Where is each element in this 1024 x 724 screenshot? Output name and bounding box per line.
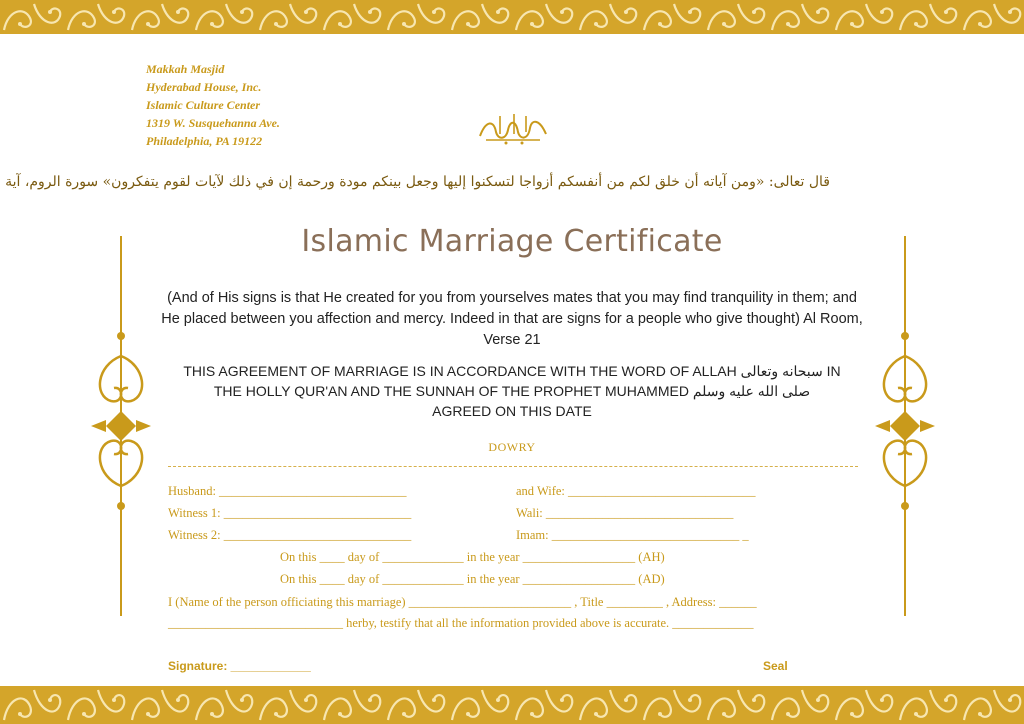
wife-field[interactable]: and Wife: ______________________________ [516,484,756,498]
address-line: Philadelphia, PA 19122 [146,134,263,148]
date-ad-field[interactable]: On this ____ day of _____________ in the year __________________ (AD) [280,572,665,586]
address-line: 1319 W. Susquehanna Ave. [146,116,280,130]
testify-line[interactable]: ____________________________ herby, testify that all the information provided above is accurate. _____________ [168,616,754,630]
verse-translation: (And of His signs is that He created for you from yourselves mates that you may find tranquility in them; and He placed between you affection and mercy. Indeed in that are signs for a people who give thought) Al Room, Verse 21 [161,290,863,348]
husband-field[interactable]: Husband: ______________________________ [168,484,407,498]
witness2-field[interactable]: Witness 2: ______________________________ [168,528,412,542]
agreement-line: THIS AGREEMENT OF MARRIAGE IS IN ACCORDANCE WITH THE WORD OF ALLAH سبحانه وتعالى IN [183,363,841,379]
address-line: Hyderabad House, Inc. [146,80,262,94]
dowry-label: DOWRY [488,440,536,454]
left-side-ornament [86,236,156,616]
top-ornament-band [0,0,1024,34]
address-line: Islamic Culture Center [146,98,261,112]
agreement-line: AGREED ON THIS DATE [432,403,592,419]
address-line: Makkah Masjid [146,62,225,76]
arabic-verse: قال تعالى: «ومن آياته أن خلق لكم من أنفسكم أزواجا لتسكنوا إليها وجعل بينكم مودة ورحمة إن في ذلك لآيات لقوم يتفكرون» سورة الروم، آية [5,174,830,190]
witness1-field[interactable]: Witness 1: ______________________________ [168,506,412,520]
signature-field[interactable]: Signature: ____________ [168,659,311,673]
bismillah-calligraphy-icon [476,112,550,146]
mosque-address [146,60,280,150]
dashed-divider [168,466,858,467]
agreement-statement [150,361,874,421]
imam-field[interactable]: Imam: ______________________________ _ [516,528,749,542]
date-ah-field[interactable]: On this ____ day of _____________ in the year __________________ (AH) [280,550,665,564]
seal-label: Seal [763,659,788,673]
officiant-field[interactable]: I (Name of the person officiating this marriage) __________________________ , Title _________ , Address: ______ [168,595,757,609]
wali-field[interactable]: Wali: ______________________________ [516,506,734,520]
right-side-ornament [870,236,940,616]
bottom-ornament-band [0,686,1024,724]
agreement-line: THE HOLLY QUR'AN AND THE SUNNAH OF THE PROPHET MUHAMMED صلى الله عليه وسلم [213,383,811,399]
certificate-title: Islamic Marriage Certificate [301,224,723,259]
